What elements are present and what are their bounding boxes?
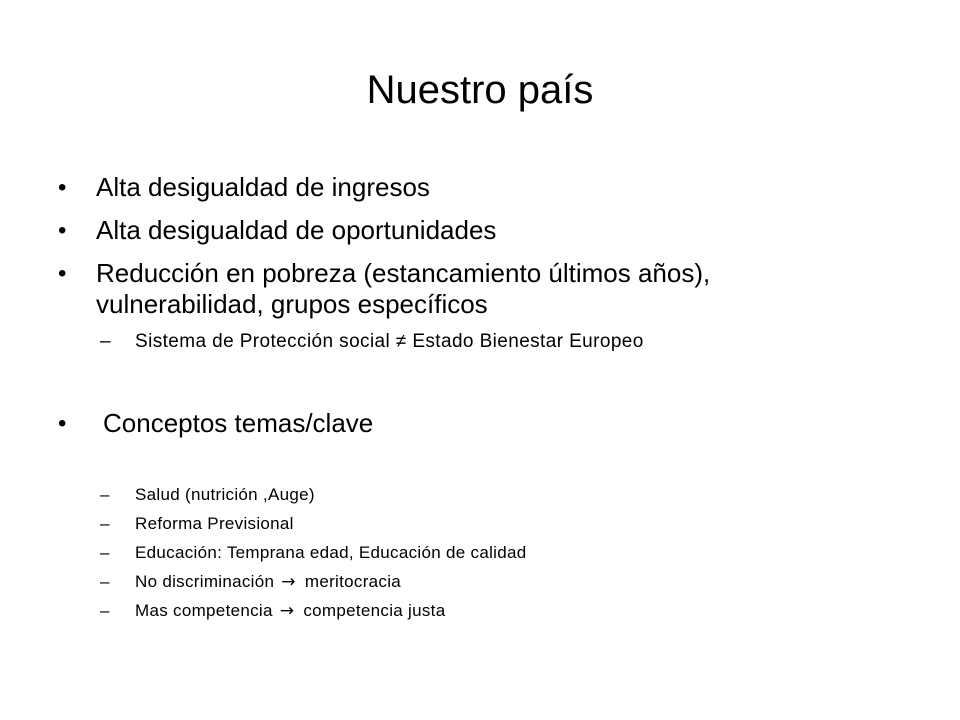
concept-text-before: No discriminación bbox=[135, 572, 275, 591]
dash-icon: – bbox=[100, 601, 110, 620]
concept-item-non-discrimination bbox=[100, 571, 402, 593]
bullet-text: Alta desigualdad de ingresos bbox=[96, 172, 430, 202]
concept-item-competition bbox=[100, 600, 446, 622]
bullet-income-inequality bbox=[58, 172, 916, 203]
dash-icon: – bbox=[100, 572, 110, 591]
bullet-dot-icon: • bbox=[58, 260, 67, 287]
bullet-opportunity-inequality bbox=[58, 215, 916, 246]
dash-icon: – bbox=[100, 543, 110, 562]
concept-item-pension-reform bbox=[100, 513, 294, 535]
dash-icon: – bbox=[100, 514, 110, 533]
concept-text-before: Mas competencia bbox=[135, 601, 273, 620]
concept-text: Salud (nutrición ,Auge) bbox=[135, 485, 315, 504]
concept-text: Reforma Previsional bbox=[135, 514, 294, 533]
arrow-right-icon: → bbox=[279, 601, 295, 621]
sub-bullet-text: Sistema de Protección social ≠ Estado Bienestar Europeo bbox=[135, 331, 644, 352]
concept-text: Educación: Temprana edad, Educación de calidad bbox=[135, 543, 527, 562]
bullet-text-line-1: Reducción en pobreza (estancamiento últimos años), bbox=[96, 258, 711, 288]
bullet-text-line-2: vulnerabilidad, grupos específicos bbox=[96, 289, 488, 319]
concept-item-health bbox=[100, 484, 315, 506]
bullet-key-concepts bbox=[58, 408, 916, 439]
bullet-dot-icon: • bbox=[58, 174, 67, 201]
bullet-dot-icon: • bbox=[58, 410, 67, 437]
dash-icon: – bbox=[100, 485, 110, 504]
sub-bullet-social-protection bbox=[100, 330, 644, 354]
bullet-text: Conceptos temas/clave bbox=[103, 408, 374, 438]
arrow-right-icon: → bbox=[281, 572, 296, 592]
bullet-poverty-reduction bbox=[58, 258, 916, 320]
slide-title: Nuestro país bbox=[366, 68, 594, 112]
concept-text-after: competencia justa bbox=[303, 601, 446, 620]
bullet-text: Alta desigualdad de oportunidades bbox=[96, 215, 497, 245]
concept-text-after: meritocracia bbox=[304, 572, 402, 591]
bullet-dot-icon: • bbox=[58, 217, 67, 244]
dash-icon: – bbox=[100, 331, 111, 352]
concept-item-education bbox=[100, 542, 527, 564]
